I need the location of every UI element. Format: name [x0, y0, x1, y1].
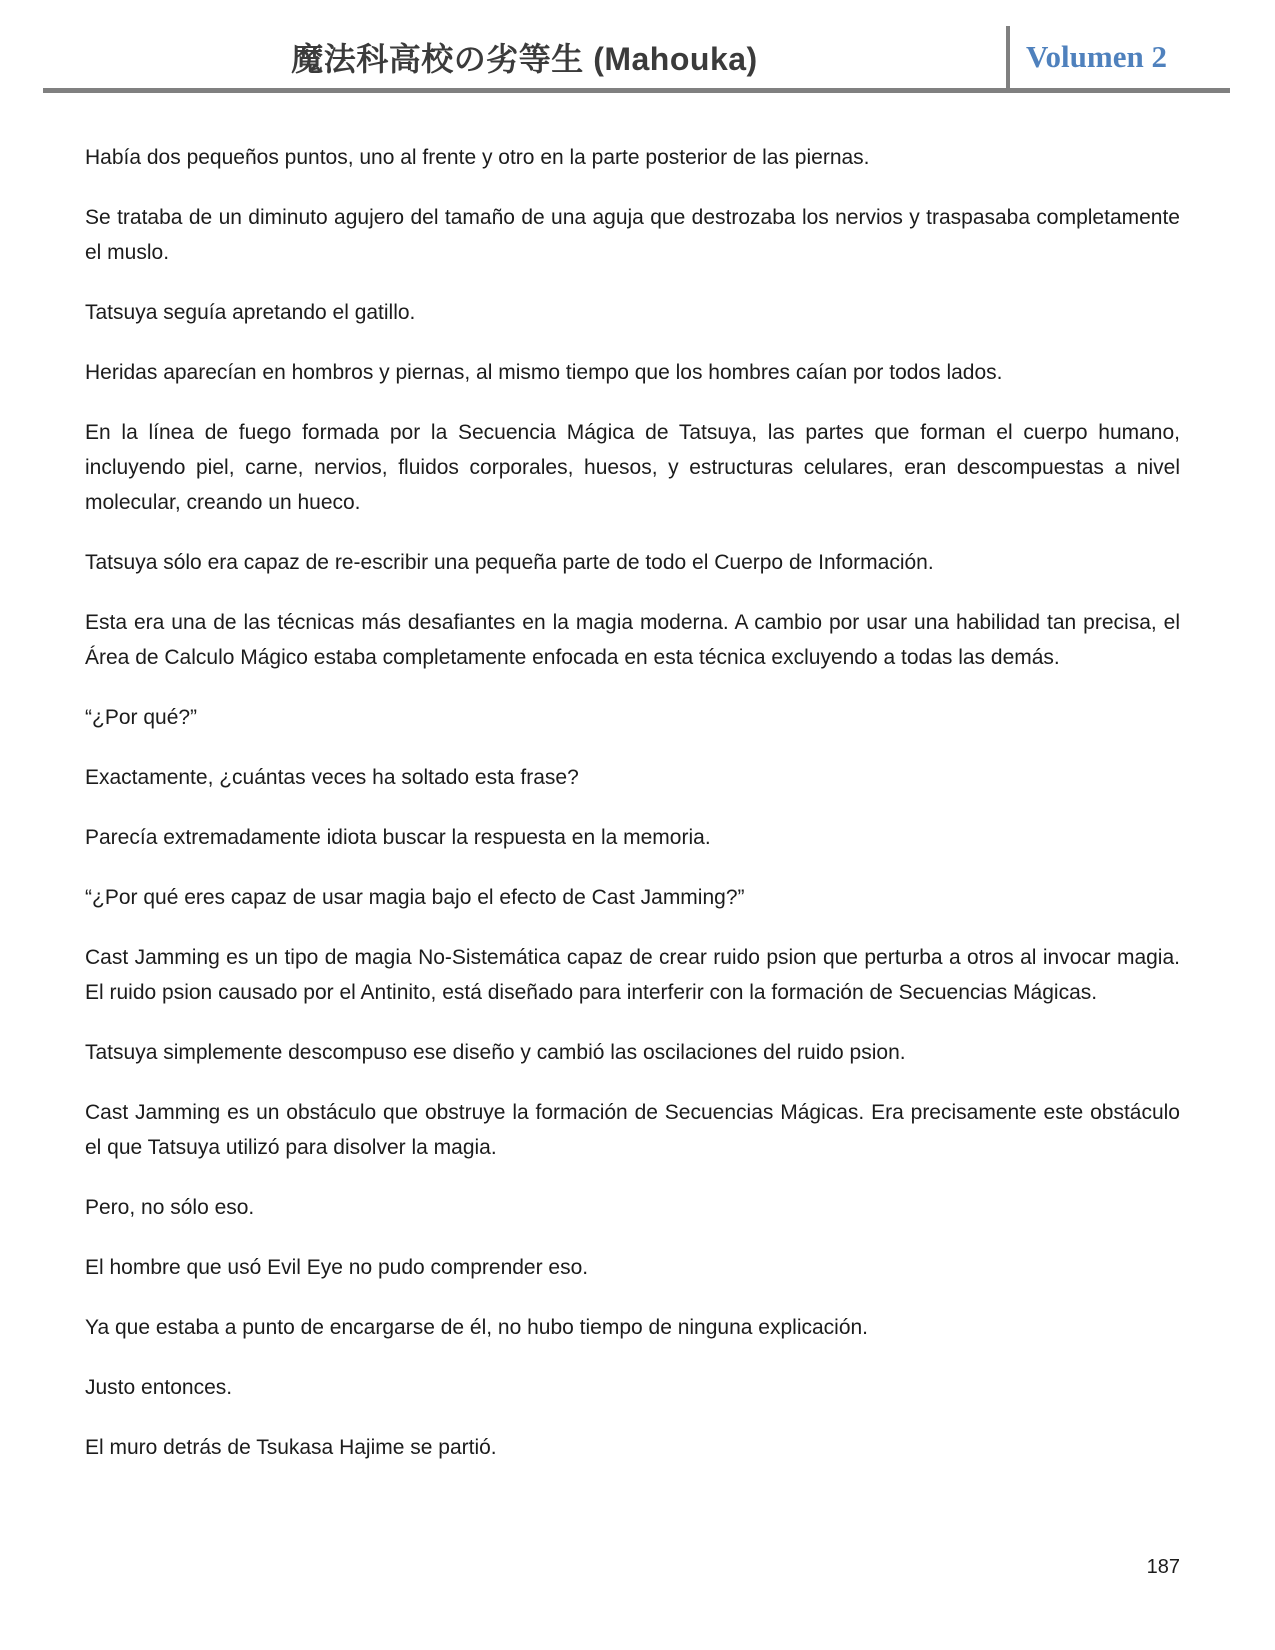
page-header [43, 26, 1230, 93]
paragraph: Heridas aparecían en hombros y piernas, al mismo tiempo que los hombres caían por todos lados. [85, 361, 1003, 384]
paragraph: Esta era una de las técnicas más desafiantes en la magia moderna. A cambio por usar una habilidad tan precisa, el Área de Calculo Mágico estaba completamente enfocada en esta técnica excluyendo a todas las demás. [85, 611, 1180, 669]
paragraph: Tatsuya seguía apretando el gatillo. [85, 301, 416, 324]
paragraph: Cast Jamming es un tipo de magia No-Sistemática capaz de crear ruido psion que perturba a otros al invocar magia. El ruido psion causado por el Antinito, está diseñado para interferir con la formación de Secuencias Mágicas. [85, 946, 1180, 1004]
paragraph: El muro detrás de Tsukasa Hajime se partió. [85, 1436, 497, 1459]
paragraph: El hombre que usó Evil Eye no pudo comprender eso. [85, 1256, 589, 1279]
series-title: 魔法科高校の劣等生 (Mahouka) [291, 41, 758, 77]
paragraph: Ya que estaba a punto de encargarse de él, no hubo tiempo de ninguna explicación. [85, 1316, 869, 1339]
paragraph: Había dos pequeños puntos, uno al frente y otro en la parte posterior de las piernas. [85, 146, 870, 169]
paragraph: Tatsuya sólo era capaz de re-escribir una pequeña parte de todo el Cuerpo de Información. [85, 551, 934, 574]
paragraph: Justo entonces. [85, 1376, 233, 1399]
paragraph: Exactamente, ¿cuántas veces ha soltado esta frase? [85, 766, 579, 789]
paragraph-dialogue: “¿Por qué?” [85, 706, 198, 729]
paragraph: Se trataba de un diminuto agujero del tamaño de una aguja que destrozaba los nervios y traspasaba completamente el muslo. [85, 206, 1180, 264]
paragraph: Cast Jamming es un obstáculo que obstruye la formación de Secuencias Mágicas. Era precisamente este obstáculo el que Tatsuya utilizó para disolver la magia. [85, 1101, 1180, 1159]
header-rule [43, 88, 1230, 93]
paragraph: Tatsuya simplemente descompuso ese diseño y cambió las oscilaciones del ruido psion. [85, 1041, 906, 1064]
paragraph-dialogue: “¿Por qué eres capaz de usar magia bajo el efecto de Cast Jamming?” [85, 886, 745, 909]
header-row [43, 26, 1230, 88]
body-text [85, 140, 1180, 1490]
paragraph: Pero, no sólo eso. [85, 1196, 255, 1219]
paragraph: En la línea de fuego formada por la Secuencia Mágica de Tatsuya, las partes que forman el cuerpo humano, incluyendo piel, carne, nervios, fluidos corporales, huesos, y estructuras celulares, eran descompuestas a nivel molecular, creando un hueco. [85, 421, 1180, 514]
paragraph: Parecía extremadamente idiota buscar la respuesta en la memoria. [85, 826, 711, 849]
volume-label: Volumen 2 [1026, 39, 1167, 74]
page-number: 187 [1146, 1556, 1180, 1578]
